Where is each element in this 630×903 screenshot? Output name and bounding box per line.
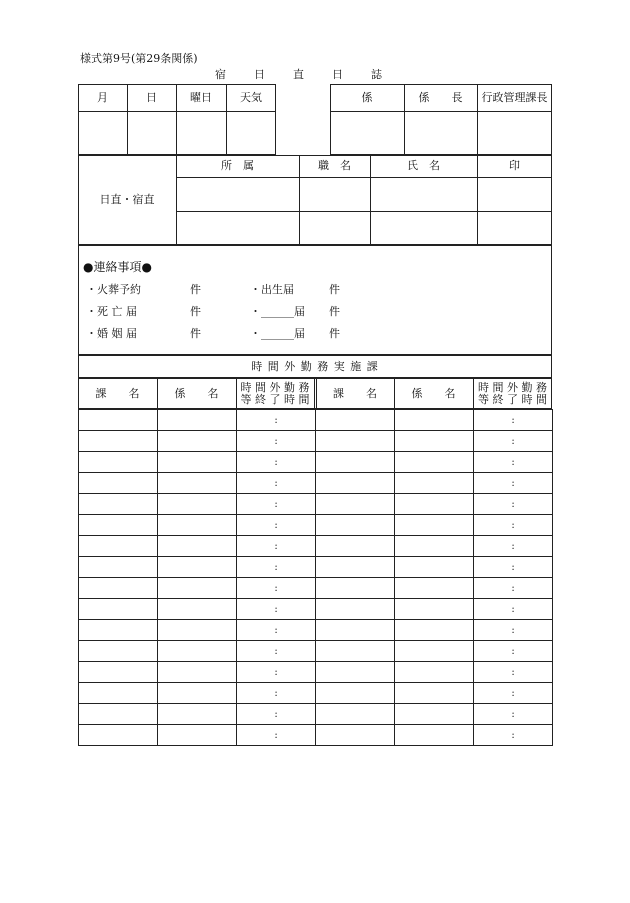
right-ka-header: 課 名: [333, 386, 377, 400]
left-kakari-name-field[interactable]: [158, 683, 237, 704]
right-kakari-name-field[interactable]: [395, 515, 474, 536]
left-time-header-line2: 等 終 了 時 間: [240, 392, 310, 406]
left-end-time-field[interactable]: :: [237, 578, 316, 599]
left-kakari-name-field[interactable]: [158, 473, 237, 494]
kakari-header: 係: [361, 90, 373, 104]
table-row: [316, 620, 553, 641]
right-ka-name-field[interactable]: [316, 410, 395, 431]
table-row: [316, 578, 553, 599]
marriage-label: ・婚 姻 届: [86, 327, 137, 340]
right-end-time-field[interactable]: :: [474, 557, 553, 578]
duty1-name-field[interactable]: [370, 177, 477, 211]
death-label: ・死 亡 届: [86, 305, 137, 318]
table-row: [316, 494, 553, 515]
left-end-time-field[interactable]: :: [237, 536, 316, 557]
right-overtime-table: [315, 409, 553, 746]
right-ka-name-field[interactable]: [316, 704, 395, 725]
left-kakari-name-field[interactable]: [158, 494, 237, 515]
left-end-time-field[interactable]: :: [237, 683, 316, 704]
table-row: [79, 704, 316, 725]
left-end-time-field[interactable]: :: [237, 431, 316, 452]
day-header: 日: [146, 90, 157, 104]
left-kakari-name-field[interactable]: [158, 557, 237, 578]
kakaricho-seal-field[interactable]: [404, 111, 477, 155]
right-ka-name-field[interactable]: [316, 620, 395, 641]
other-notice-1-unit[interactable]: 件: [329, 305, 340, 318]
birth-unit[interactable]: 件: [329, 283, 340, 296]
death-unit[interactable]: 件: [190, 305, 201, 318]
affiliation-header: 所 属: [221, 159, 254, 172]
weekday-header: 曜日: [190, 90, 212, 104]
cremation-unit[interactable]: 件: [190, 283, 201, 296]
left-ka-name-field[interactable]: [79, 473, 158, 494]
right-time-header-line2: 等 終 了 時 間: [478, 392, 547, 406]
right-kakari-name-field[interactable]: [395, 473, 474, 494]
right-ka-name-field[interactable]: [316, 725, 395, 746]
month-field[interactable]: [78, 111, 127, 155]
left-kakari-name-field[interactable]: [158, 725, 237, 746]
left-ka-name-field[interactable]: [79, 431, 158, 452]
left-end-time-field[interactable]: :: [237, 557, 316, 578]
right-kakari-header: 係 名: [411, 386, 456, 400]
duty2-seal-field[interactable]: [477, 211, 552, 245]
page-title: 宿 日 直 日 誌: [215, 68, 384, 81]
table-row: [79, 431, 316, 452]
table-row: [79, 620, 316, 641]
left-ka-name-field[interactable]: [79, 578, 158, 599]
left-kakari-name-field[interactable]: [158, 452, 237, 473]
right-kakari-name-field[interactable]: [395, 641, 474, 662]
duty1-affiliation-field[interactable]: [176, 177, 299, 211]
left-end-time-field[interactable]: :: [237, 641, 316, 662]
table-row: [79, 578, 316, 599]
right-ka-name-field[interactable]: [316, 536, 395, 557]
left-kakari-header: 係 名: [174, 386, 219, 400]
left-kakari-name-field[interactable]: [158, 704, 237, 725]
right-kakari-name-field[interactable]: [395, 431, 474, 452]
right-ka-name-field[interactable]: [316, 683, 395, 704]
duty-label: 日直・宿直: [99, 193, 155, 206]
table-row: [79, 725, 316, 746]
cremation-label: ・火葬予約: [86, 283, 141, 296]
right-end-time-field[interactable]: :: [474, 536, 553, 557]
table-row: [316, 515, 553, 536]
left-ka-name-field[interactable]: [79, 452, 158, 473]
duty1-position-field[interactable]: [299, 177, 370, 211]
table-row: [79, 599, 316, 620]
name-header: 氏 名: [407, 159, 440, 172]
right-end-time-field[interactable]: :: [474, 515, 553, 536]
right-kakari-name-field[interactable]: [395, 662, 474, 683]
table-row: [316, 452, 553, 473]
left-ka-header: 課 名: [95, 386, 140, 400]
right-end-time-field[interactable]: :: [474, 410, 553, 431]
left-ka-name-field[interactable]: [79, 599, 158, 620]
table-row: [316, 557, 553, 578]
birth-label: ・出生届: [250, 283, 294, 296]
right-end-time-field[interactable]: :: [474, 578, 553, 599]
right-time-header-line1: 時 間 外 勤 務: [478, 380, 547, 394]
right-kakari-name-field[interactable]: [395, 704, 474, 725]
left-kakari-name-field[interactable]: [158, 431, 237, 452]
position-header: 職 名: [318, 159, 351, 172]
left-end-time-field[interactable]: :: [237, 410, 316, 431]
left-kakari-name-field[interactable]: [158, 620, 237, 641]
left-ka-name-field[interactable]: [79, 641, 158, 662]
form-number: 様式第9号(第29条関係): [80, 52, 198, 65]
right-kakari-name-field[interactable]: [395, 620, 474, 641]
left-kakari-name-field[interactable]: [158, 641, 237, 662]
right-kakari-name-field[interactable]: [395, 599, 474, 620]
table-row: [79, 536, 316, 557]
left-ka-name-field[interactable]: [79, 410, 158, 431]
left-ka-name-field[interactable]: [79, 704, 158, 725]
overtime-title: 時 間 外 勤 務 実 施 課: [251, 359, 379, 373]
left-ka-name-field[interactable]: [79, 620, 158, 641]
weekday-field[interactable]: [176, 111, 226, 155]
right-ka-name-field[interactable]: [316, 473, 395, 494]
right-end-time-field[interactable]: :: [474, 704, 553, 725]
table-row: [79, 662, 316, 683]
left-kakari-name-field[interactable]: [158, 515, 237, 536]
right-end-time-field[interactable]: :: [474, 662, 553, 683]
left-end-time-field[interactable]: :: [237, 515, 316, 536]
table-row: [316, 536, 553, 557]
right-ka-name-field[interactable]: [316, 431, 395, 452]
right-kakari-name-field[interactable]: [395, 578, 474, 599]
month-header: 月: [97, 90, 108, 104]
other-notice-1-label[interactable]: ・______届: [250, 305, 305, 318]
marriage-unit[interactable]: 件: [190, 327, 201, 340]
right-ka-name-field[interactable]: [316, 578, 395, 599]
table-row: [316, 599, 553, 620]
right-kakari-name-field[interactable]: [395, 494, 474, 515]
right-ka-name-field[interactable]: [316, 494, 395, 515]
left-end-time-field[interactable]: :: [237, 725, 316, 746]
other-notice-2-label[interactable]: ・______届: [250, 327, 305, 340]
weather-header: 天気: [240, 90, 262, 104]
kacho-seal-field[interactable]: [477, 111, 552, 155]
left-ka-name-field[interactable]: [79, 536, 158, 557]
table-row: [79, 683, 316, 704]
right-ka-name-field[interactable]: [316, 599, 395, 620]
left-end-time-field[interactable]: :: [237, 620, 316, 641]
liaison-heading: ●連絡事項●: [83, 260, 152, 274]
right-kakari-name-field[interactable]: [395, 452, 474, 473]
table-row: [79, 641, 316, 662]
table-row: [79, 557, 316, 578]
right-end-time-field[interactable]: :: [474, 599, 553, 620]
duty1-seal-field[interactable]: [477, 177, 552, 211]
right-kakari-name-field[interactable]: [395, 410, 474, 431]
right-ka-name-field[interactable]: [316, 557, 395, 578]
left-end-time-field[interactable]: :: [237, 599, 316, 620]
right-ka-name-field[interactable]: [316, 662, 395, 683]
day-field[interactable]: [127, 111, 176, 155]
left-end-time-field[interactable]: :: [237, 662, 316, 683]
left-kakari-name-field[interactable]: [158, 410, 237, 431]
duty2-position-field[interactable]: [299, 211, 370, 245]
left-ka-name-field[interactable]: [79, 515, 158, 536]
kakari-seal-field[interactable]: [330, 111, 404, 155]
left-time-header: [236, 378, 314, 409]
right-end-time-field[interactable]: :: [474, 473, 553, 494]
left-ka-name-field[interactable]: [79, 494, 158, 515]
table-row: [316, 683, 553, 704]
right-end-time-field[interactable]: :: [474, 431, 553, 452]
right-end-time-field[interactable]: :: [474, 620, 553, 641]
table-row: [316, 662, 553, 683]
seal-header: 印: [509, 159, 520, 172]
table-row: [316, 641, 553, 662]
right-kakari-name-field[interactable]: [395, 536, 474, 557]
left-ka-name-field[interactable]: [79, 557, 158, 578]
right-kakari-name-field[interactable]: [395, 557, 474, 578]
duty2-affiliation-field[interactable]: [176, 211, 299, 245]
left-kakari-name-field[interactable]: [158, 578, 237, 599]
left-ka-name-field[interactable]: [79, 683, 158, 704]
table-row: [316, 410, 553, 431]
table-row: [79, 410, 316, 431]
left-overtime-table: [78, 409, 316, 746]
table-row: [316, 473, 553, 494]
right-ka-name-field[interactable]: [316, 641, 395, 662]
left-end-time-field[interactable]: :: [237, 452, 316, 473]
right-end-time-field[interactable]: :: [474, 641, 553, 662]
left-end-time-field[interactable]: :: [237, 473, 316, 494]
left-kakari-name-field[interactable]: [158, 599, 237, 620]
table-row: [316, 704, 553, 725]
right-end-time-field[interactable]: :: [474, 683, 553, 704]
right-end-time-field[interactable]: :: [474, 452, 553, 473]
left-end-time-field[interactable]: :: [237, 704, 316, 725]
weather-field[interactable]: [226, 111, 276, 155]
table-row: [316, 725, 553, 746]
left-kakari-name-field[interactable]: [158, 662, 237, 683]
other-notice-2-unit[interactable]: 件: [329, 327, 340, 340]
duty2-name-field[interactable]: [370, 211, 477, 245]
left-kakari-name-field[interactable]: [158, 536, 237, 557]
right-end-time-field[interactable]: :: [474, 494, 553, 515]
right-kakari-name-field[interactable]: [395, 683, 474, 704]
left-ka-name-field[interactable]: [79, 662, 158, 683]
left-end-time-field[interactable]: :: [237, 494, 316, 515]
kakaricho-header: 係 長: [418, 90, 463, 104]
kacho-header: 行政管理課長: [481, 90, 548, 104]
table-row: [79, 515, 316, 536]
right-ka-name-field[interactable]: [316, 515, 395, 536]
left-time-header-line1: 時 間 外 勤 務: [240, 380, 310, 394]
table-row: [79, 452, 316, 473]
right-time-header: [473, 378, 552, 409]
table-row: [316, 431, 553, 452]
table-row: [79, 494, 316, 515]
right-ka-name-field[interactable]: [316, 452, 395, 473]
left-ka-name-field[interactable]: [79, 725, 158, 746]
right-kakari-name-field[interactable]: [395, 725, 474, 746]
table-row: [79, 473, 316, 494]
right-end-time-field[interactable]: :: [474, 725, 553, 746]
